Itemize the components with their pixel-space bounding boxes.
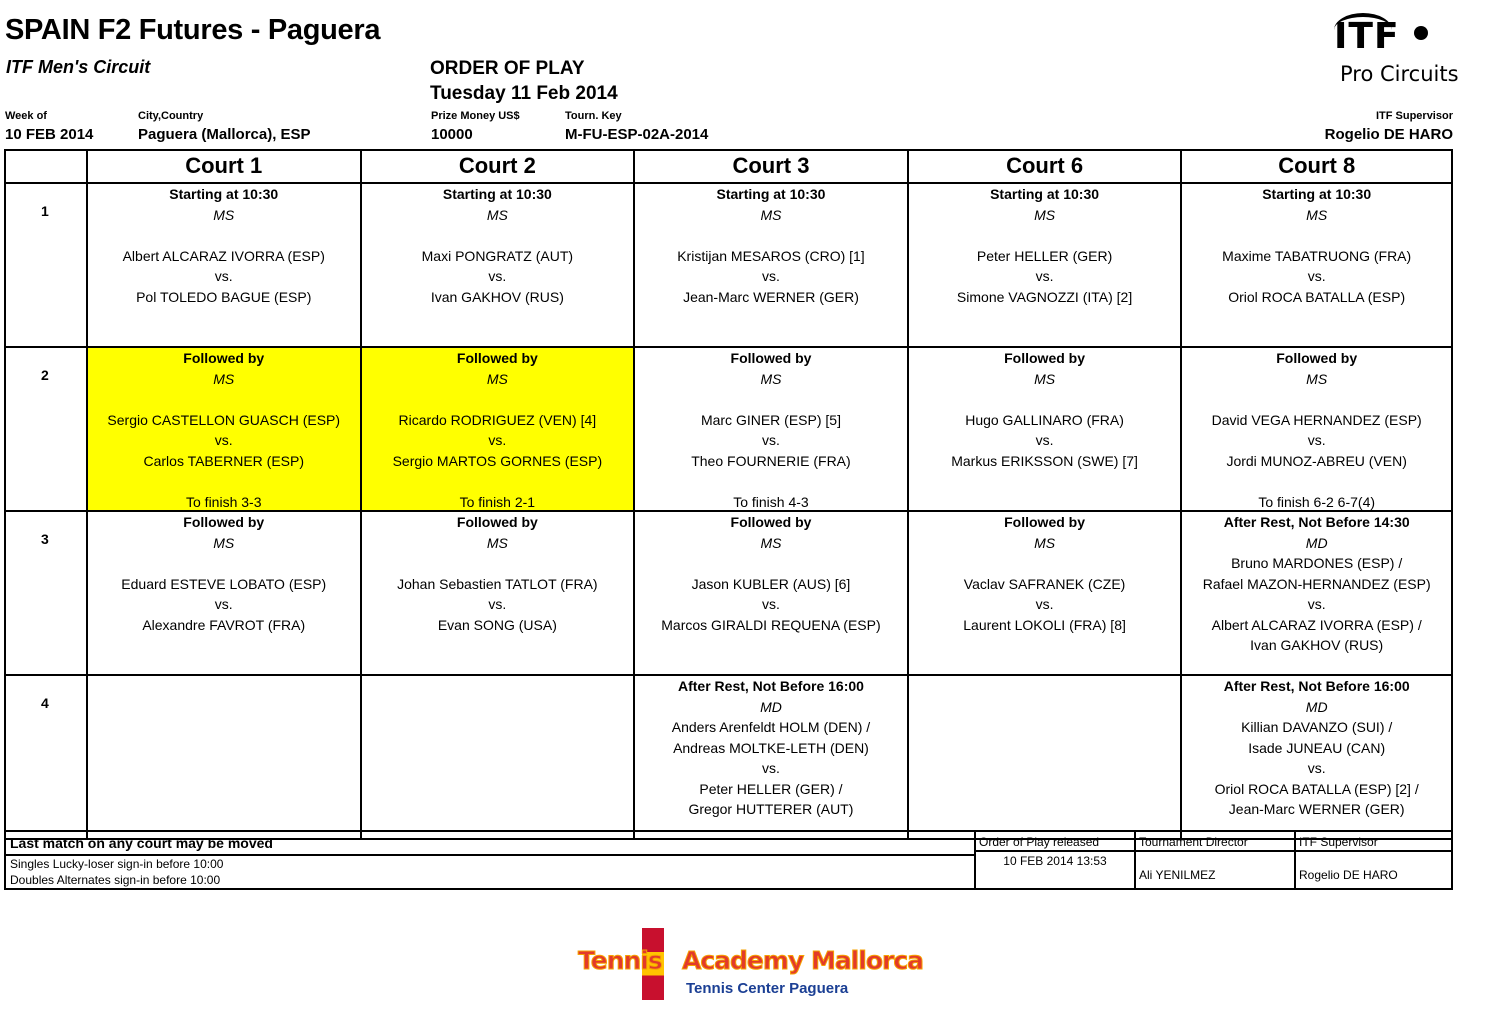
event-type: MS — [486, 370, 508, 387]
play-date: Tuesday 11 Feb 2014 — [430, 83, 618, 104]
released-value: 10 FEB 2014 13:53 — [1003, 854, 1107, 868]
match-cell — [907, 348, 1181, 510]
match-timing: Followed by — [183, 514, 265, 530]
versus-label: vs. — [488, 432, 507, 448]
spacer — [1182, 389, 1451, 410]
player-name: Oriol ROCA BATALLA (ESP) — [1228, 288, 1406, 305]
match-cell — [633, 348, 907, 510]
versus-label: vs. — [1307, 432, 1326, 448]
versus-label: vs. — [1307, 268, 1326, 284]
match-timing: After Rest, Not Before 14:30 — [1223, 514, 1410, 530]
spacer — [909, 553, 1181, 574]
match-timing: Followed by — [730, 350, 812, 366]
spacer — [635, 553, 907, 574]
empty-match-cell — [360, 676, 634, 838]
player-name: Evan SONG (USA) — [437, 616, 557, 633]
event-type: MS — [760, 534, 782, 551]
court-header: Court 3 — [633, 151, 907, 182]
supervisor-value: Rogelio DE HARO — [1299, 868, 1398, 882]
match-timing: Starting at 10:30 — [716, 186, 826, 202]
player-name: Jean-Marc WERNER (GER) — [683, 288, 859, 305]
player-name: Johan Sebastien TATLOT (FRA) — [397, 575, 598, 592]
court-header-row — [6, 151, 1451, 182]
match-order-number: 4 — [41, 695, 49, 711]
lucky-loser-note: Singles Lucky-loser sign-in before 10:00 — [10, 857, 224, 871]
match-timing: Followed by — [456, 350, 538, 366]
match-cell — [86, 184, 360, 346]
spacer — [909, 389, 1181, 410]
event-type: MS — [1034, 534, 1056, 551]
logo-pro-circuits-text: Pro Circuits — [1340, 62, 1459, 86]
supervisor-label: ITF Supervisor — [1296, 832, 1451, 852]
player-name: Killian DAVANZO (SUI) / — [1241, 719, 1393, 735]
city-country-value: Paguera (Mallorca), ESP — [138, 126, 311, 143]
match-cell — [1180, 348, 1451, 510]
itf-supervisor — [1325, 110, 1453, 143]
player-name: Hugo GALLINARO (FRA) — [965, 411, 1124, 428]
match-timing: Followed by — [456, 514, 538, 530]
tournament-key — [565, 110, 708, 143]
spacer — [88, 471, 360, 492]
versus-label: vs. — [762, 268, 780, 284]
match-timing: Starting at 10:30 — [1262, 186, 1372, 202]
match-cell — [633, 184, 907, 346]
player-name: Albert ALCARAZ IVORRA (ESP) / — [1211, 616, 1422, 633]
player-name: Jean-Marc WERNER (GER) — [1228, 801, 1405, 817]
alternates-note: Doubles Alternates sign-in before 10:00 — [10, 873, 221, 887]
score-to-finish: To finish 6-2 6-7(4) — [1258, 493, 1376, 510]
schedule-row — [6, 346, 1451, 510]
match-cell — [1180, 184, 1451, 346]
schedule-row — [6, 510, 1451, 674]
supervisor-column — [1294, 832, 1451, 888]
tournament-key-value: M-FU-ESP-02A-2014 — [565, 126, 709, 143]
versus-label: vs. — [1307, 760, 1326, 776]
event-type: MD — [760, 698, 782, 715]
sponsor-academy-mallorca: Academy Mallorca — [682, 946, 924, 975]
match-timing: Starting at 10:30 — [169, 186, 279, 202]
match-timing: Followed by — [183, 350, 265, 366]
event-type: MS — [1306, 206, 1328, 223]
prize-money-value: 10000 — [431, 126, 473, 143]
spacer — [1182, 471, 1451, 492]
player-name: Anders Arenfeldt HOLM (DEN) / — [671, 719, 871, 735]
itf-supervisor-value: Rogelio DE HARO — [1324, 126, 1453, 143]
versus-label: vs. — [214, 596, 233, 612]
city-country — [138, 110, 311, 143]
sponsor-tennis-center: Tennis Center Paguera — [686, 980, 849, 997]
week-of-value: 10 FEB 2014 — [5, 126, 94, 143]
match-timing: After Rest, Not Before 16:00 — [1223, 678, 1410, 694]
player-name: Pol TOLEDO BAGUE (ESP) — [136, 288, 312, 305]
match-cell — [907, 512, 1181, 674]
versus-label: vs. — [214, 432, 233, 448]
city-country-label: City,Country — [138, 110, 204, 122]
player-name: Albert ALCARAZ IVORRA (ESP) — [122, 247, 325, 264]
tennis-ball-icon — [1414, 26, 1428, 40]
spacer — [88, 389, 360, 410]
footer-notes — [6, 832, 974, 888]
event-type: MD — [1305, 534, 1328, 551]
match-cell — [633, 676, 907, 838]
match-cell — [633, 512, 907, 674]
player-name: Peter HELLER (GER) / — [699, 780, 843, 797]
logo-itf-text: ITF — [1334, 16, 1400, 57]
court-header: Court 6 — [907, 151, 1181, 182]
score-to-finish: To finish 3-3 — [186, 493, 262, 510]
player-name: Eduard ESTEVE LOBATO (ESP) — [121, 575, 327, 592]
match-order-number: 1 — [41, 203, 49, 219]
spacer — [362, 553, 634, 574]
versus-label: vs. — [488, 268, 507, 284]
footer-table — [4, 830, 1453, 890]
spacer — [362, 471, 634, 492]
event-type: MS — [213, 206, 235, 223]
court-header: Court 8 — [1180, 151, 1451, 182]
versus-label: vs. — [214, 268, 233, 284]
match-cell — [360, 512, 634, 674]
match-cell — [360, 348, 634, 510]
match-timing: Followed by — [1004, 514, 1086, 530]
page-title: SPAIN F2 Futures - Paguera — [5, 14, 381, 46]
versus-label: vs. — [1035, 596, 1054, 612]
event-type: MS — [760, 206, 782, 223]
event-type: MS — [213, 534, 235, 551]
spacer — [88, 225, 360, 246]
player-name: Jason KUBLER (AUS) [6] — [691, 575, 851, 592]
player-name: Carlos TABERNER (ESP) — [143, 452, 304, 469]
match-timing: Followed by — [730, 514, 812, 530]
player-name: Markus ERIKSSON (SWE) [7] — [951, 452, 1138, 469]
last-match-note: Last match on any court may be moved — [6, 832, 974, 856]
director-value: Ali YENILMEZ — [1139, 868, 1216, 882]
match-timing: Starting at 10:30 — [442, 186, 552, 202]
spacer — [362, 225, 634, 246]
versus-label: vs. — [762, 760, 780, 776]
match-cell — [907, 184, 1181, 346]
match-timing: Starting at 10:30 — [990, 186, 1100, 202]
week-of — [5, 110, 93, 143]
player-name: Oriol ROCA BATALLA (ESP) [2] / — [1214, 780, 1419, 797]
player-name: David VEGA HERNANDEZ (ESP) — [1211, 411, 1422, 428]
event-type: MS — [1034, 370, 1056, 387]
versus-label: vs. — [1307, 596, 1326, 612]
player-name: Sergio CASTELLON GUASCH (ESP) — [107, 411, 341, 428]
prize-money — [431, 110, 520, 143]
released-label: Order of Play released — [976, 832, 1134, 852]
itf-supervisor-label: ITF Supervisor — [1375, 110, 1453, 122]
prize-money-label: Prize Money US$ — [431, 110, 520, 122]
director-label: Tournament Director — [1136, 832, 1294, 852]
empty-match-cell — [86, 676, 360, 838]
spacer — [1182, 225, 1451, 246]
week-of-label: Week of — [5, 110, 47, 122]
player-name: Maxi PONGRATZ (AUT) — [421, 247, 574, 264]
match-timing: Followed by — [1004, 350, 1086, 366]
court-header: Court 1 — [86, 151, 360, 182]
player-name: Theo FOURNERIE (FRA) — [691, 452, 851, 469]
event-type: MS — [486, 206, 508, 223]
player-name: Alexandre FAVROT (FRA) — [142, 616, 306, 633]
player-name: Gregor HUTTERER (AUT) — [688, 801, 854, 817]
match-cell — [360, 184, 634, 346]
player-name: Vaclav SAFRANEK (CZE) — [963, 575, 1126, 592]
player-name: Bruno MARDONES (ESP) / — [1231, 555, 1403, 571]
match-cell — [1180, 512, 1451, 674]
spacer — [635, 225, 907, 246]
player-name: Laurent LOKOLI (FRA) [8] — [963, 616, 1126, 633]
director-column — [1134, 832, 1294, 888]
player-name: Simone VAGNOZZI (ITA) [2] — [956, 288, 1133, 305]
versus-label: vs. — [1035, 432, 1054, 448]
order-of-play-label: ORDER OF PLAY — [430, 58, 585, 79]
released-column — [974, 832, 1134, 888]
match-timing: Followed by — [1276, 350, 1358, 366]
spacer — [88, 553, 360, 574]
event-type: MS — [760, 370, 782, 387]
match-cell — [86, 348, 360, 510]
court-header: Court 2 — [360, 151, 634, 182]
versus-label: vs. — [488, 596, 507, 612]
player-name: Andreas MOLTKE-LETH (DEN) — [673, 739, 869, 756]
tournament-key-label: Tourn. Key — [565, 110, 622, 122]
player-name: Rafael MAZON-HERNANDEZ (ESP) — [1202, 575, 1431, 592]
schedule-row — [6, 674, 1451, 838]
player-name: Ivan GAKHOV (RUS) — [1250, 637, 1384, 653]
spacer — [909, 225, 1181, 246]
player-name: Ivan GAKHOV (RUS) — [430, 288, 564, 305]
match-timing: After Rest, Not Before 16:00 — [677, 678, 864, 694]
score-to-finish: To finish 4-3 — [733, 493, 809, 510]
event-type: MS — [486, 534, 508, 551]
player-name: Isade JUNEAU (CAN) — [1248, 739, 1386, 756]
order-of-play-grid — [4, 149, 1453, 840]
player-name: Kristijan MESAROS (CRO) [1] — [677, 247, 865, 264]
spacer — [635, 389, 907, 410]
player-name: Ricardo RODRIGUEZ (VEN) [4] — [398, 411, 597, 428]
spacer — [362, 389, 634, 410]
tennis-academy-mallorca-logo — [578, 928, 924, 1003]
match-order-number: 3 — [41, 531, 49, 547]
match-cell — [1180, 676, 1451, 838]
event-type: MD — [1305, 698, 1328, 715]
player-name: Marcos GIRALDI REQUENA (ESP) — [661, 616, 881, 633]
player-name: Jordi MUNOZ-ABREU (VEN) — [1226, 452, 1407, 469]
schedule-row — [6, 182, 1451, 346]
match-cell — [86, 512, 360, 674]
order-of-play-heading — [430, 56, 618, 106]
row-number-header — [6, 151, 86, 182]
spacer — [635, 471, 907, 492]
versus-label: vs. — [762, 596, 780, 612]
event-type: MS — [213, 370, 235, 387]
versus-label: vs. — [762, 432, 780, 448]
player-name: Marc GINER (ESP) [5] — [700, 411, 841, 428]
score-to-finish: To finish 2-1 — [459, 493, 536, 510]
match-order-number: 2 — [41, 367, 49, 383]
versus-label: vs. — [1035, 268, 1054, 284]
sponsor-word-tennis: Tennis — [578, 946, 662, 975]
player-name: Maxime TABATRUONG (FRA) — [1222, 247, 1412, 264]
event-type: MS — [1034, 206, 1056, 223]
empty-match-cell — [907, 676, 1181, 838]
circuit-name: ITF Men's Circuit — [6, 57, 151, 77]
itf-pro-circuits-logo — [1330, 10, 1460, 90]
player-name: Peter HELLER (GER) — [976, 247, 1113, 264]
player-name: Sergio MARTOS GORNES (ESP) — [392, 452, 603, 469]
event-type: MS — [1306, 370, 1328, 387]
